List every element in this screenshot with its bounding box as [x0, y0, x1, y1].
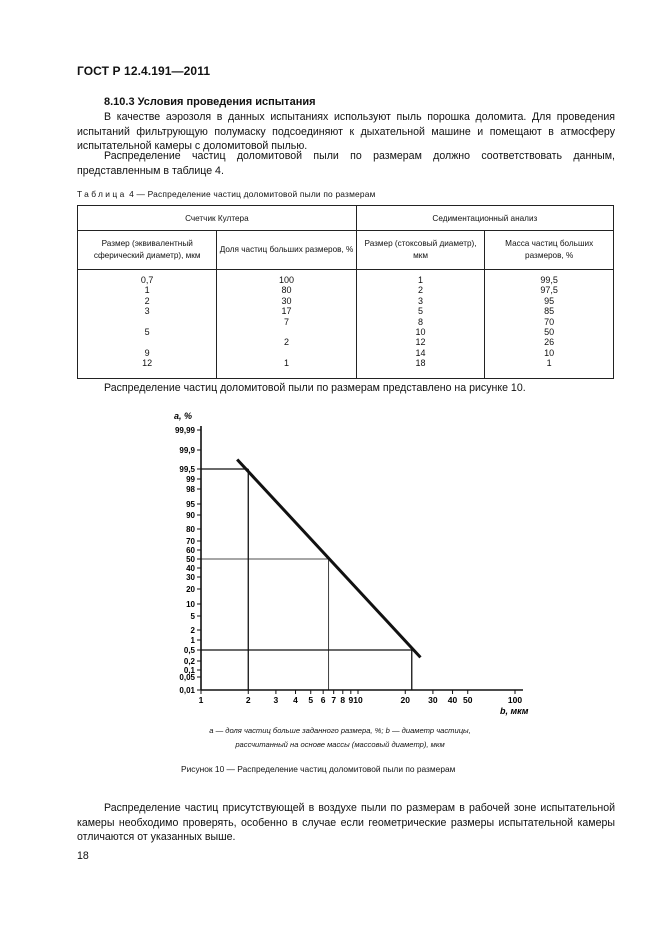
y-tick-label: 0,01	[179, 686, 195, 695]
table-cell: 12	[142, 358, 153, 369]
y-tick-label: 80	[186, 525, 195, 534]
table-cell: 12	[415, 337, 426, 348]
y-tick-label: 1	[190, 636, 195, 645]
table-cell: 50	[544, 326, 555, 337]
y-tick-label: 0,1	[183, 666, 195, 675]
chart-legend-line2: рассчитанный на основе массы (массовый диаметр), мкм	[235, 740, 445, 749]
x-tick-label: 30	[428, 695, 438, 705]
table-header-col4: Масса частиц больших размеров, %	[485, 231, 614, 270]
chart-legend-line1: a — доля частиц больше заданного размера, %; b — диаметр частицы,	[209, 726, 471, 735]
table-cell: 8	[418, 316, 424, 327]
y-tick-label: 10	[186, 600, 195, 609]
y-tick-label: 0,2	[183, 657, 195, 666]
table-cell: 2	[284, 337, 290, 348]
table-cell: 5	[418, 306, 424, 317]
x-tick-label: 5	[308, 695, 314, 705]
y-tick-label: 30	[186, 573, 195, 582]
paragraph-aerosol: В качестве аэрозоля в данных испытаниях используют пыль порошка доломита. Для проведения испытаний фильтрующую полумаску подсоединяют к дыхательной машине и помещают в атмосферу испытательной камеры с доломитовой пылью.	[77, 111, 615, 152]
table-cell: 26	[544, 337, 555, 348]
table-header-col1: Размер (эквивалентный сферический диаметр), мкм	[78, 231, 217, 270]
table-cell: 2	[418, 285, 424, 296]
x-tick-label: 2	[245, 695, 251, 705]
y-tick-label: 90	[186, 511, 195, 520]
x-tick-label: 4	[293, 695, 298, 705]
x-tick-label: 7	[331, 695, 337, 705]
table-header-col2: Доля частиц больших размеров, %	[217, 231, 356, 270]
table-cell: 17	[281, 306, 292, 317]
chart-y-label: a, %	[174, 411, 193, 421]
figure-caption: Рисунок 10 — Распределение частиц доломитовой пыли по размерам	[181, 764, 456, 774]
table-cell: 2	[144, 295, 150, 306]
chart-legend	[190, 724, 490, 752]
y-tick-label: 0,5	[183, 646, 195, 655]
table-cell: 70	[544, 316, 555, 327]
paragraph-figure-ref: Распределение частиц доломитовой пыли по размерам представлено на рисунке 10.	[104, 382, 526, 394]
y-tick-label: 99,5	[179, 465, 195, 474]
y-tick-label: 5	[190, 612, 195, 621]
table-cell: 14	[415, 347, 426, 358]
y-tick-label: 95	[186, 500, 195, 509]
table-cell: 10	[415, 326, 426, 337]
y-tick-label: 99,9	[179, 446, 195, 455]
table-cell: 1	[418, 275, 424, 285]
table-cell: 9	[144, 347, 150, 358]
x-tick-label: 8	[340, 695, 346, 705]
page-number: 18	[77, 850, 89, 862]
table-cell: 99,5	[540, 275, 558, 285]
table-cell: 95	[544, 295, 555, 306]
table-cell: 10	[544, 347, 555, 358]
x-tick-label: 6	[320, 695, 326, 705]
table-cell: 1	[284, 358, 290, 369]
x-tick-label: 1	[198, 695, 204, 705]
table-group-coulter: Счетчик Култера	[78, 206, 357, 231]
table-header-col3: Размер (стоксовый диаметр), мкм	[356, 231, 485, 270]
table-group-sedimentation: Седиментационный анализ	[356, 206, 613, 231]
table-cell: 85	[544, 306, 555, 317]
x-tick-label: 9	[348, 695, 354, 705]
table-cell: 1	[546, 358, 552, 369]
table-cell: 0,7	[140, 275, 154, 285]
table-cell: 5	[144, 326, 150, 337]
table-cell: 30	[281, 295, 292, 306]
paragraph-distribution: Распределение частиц доломитовой пыли по размерам должно соответствовать данным, представленным в таблице 4.	[77, 150, 615, 177]
y-tick-label: 2	[190, 626, 195, 635]
y-tick-label: 60	[186, 546, 195, 555]
x-tick-label: 20	[400, 695, 410, 705]
document-header: ГОСТ Р 12.4.191—2011	[77, 64, 211, 78]
y-tick-label: 99	[186, 475, 195, 484]
chart-y-ticks	[175, 426, 201, 695]
chart-x-ticks	[199, 690, 523, 705]
table-cell: 18	[415, 358, 426, 369]
x-tick-label: 100	[507, 695, 523, 705]
x-tick-label: 40	[447, 695, 458, 705]
table-cell: 1	[144, 285, 150, 296]
table-cell: 3	[144, 306, 150, 317]
paragraph-check: Распределение частиц присутствующей в воздухе пыли по размерам в рабочей зоне испытательной камеры необходимо проверять, особенно в случае если геометрические размеры испытательной камеры отличаются от указанных выше.	[77, 802, 615, 843]
x-tick-label: 10	[353, 695, 363, 705]
section-title: 8.10.3 Условия проведения испытания	[104, 96, 316, 108]
y-tick-label: 40	[186, 564, 195, 573]
table-cell: 97,5	[540, 285, 558, 296]
y-tick-label: 50	[186, 555, 195, 564]
y-tick-label: 98	[186, 485, 195, 494]
y-tick-label: 20	[186, 585, 195, 594]
chart-reference-lines	[201, 469, 412, 690]
table-caption-prefix: Таблица	[77, 189, 127, 199]
y-tick-label: 99,99	[174, 426, 195, 435]
table-cell: 7	[284, 316, 290, 327]
chart-x-label: b, мкм	[500, 706, 529, 716]
x-tick-label: 50	[463, 695, 473, 705]
table-caption-text: 4 — Распределение частиц доломитовой пыли по размерам	[129, 189, 376, 199]
x-tick-label: 3	[273, 695, 279, 705]
y-tick-label: 0,05	[179, 673, 195, 682]
y-tick-label: 70	[186, 537, 195, 546]
table-cell: 3	[418, 295, 424, 306]
table-cell: 100	[279, 275, 295, 285]
table-cell: 80	[281, 285, 292, 296]
